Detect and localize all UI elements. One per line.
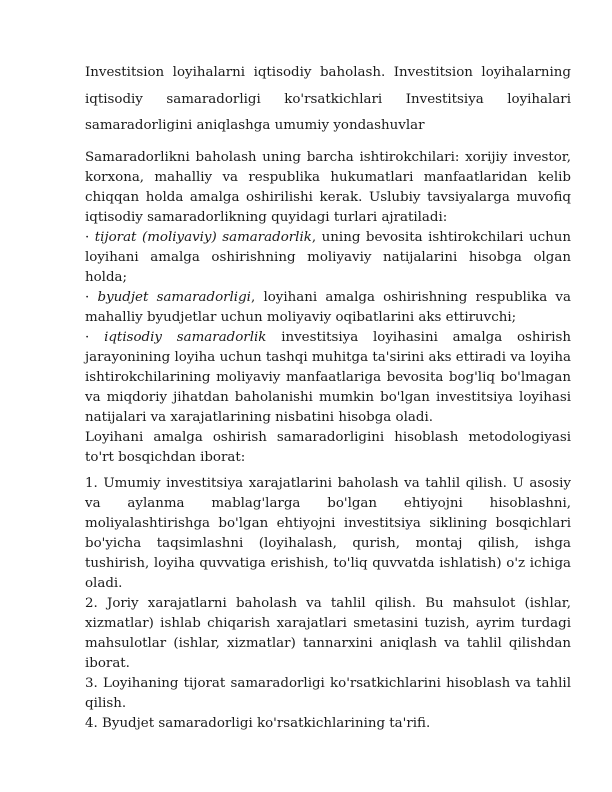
document-page (85, 60, 571, 734)
bullet-marker: · (85, 289, 90, 305)
step-item-4: 4. Byudjet samaradorligi ko'rsatkichlarining ta'rifi. (85, 715, 431, 731)
list-item-budget (85, 288, 571, 328)
list-item-economic (85, 328, 571, 428)
intro-paragraph: Samaradorlikni baholash uning barcha ishtirokchilari: xorijiy investor, korxona, mahalliy va respublika hukumatlari manfaatlaridan kelib chiqqan holda amalga oshirilishi kerak. Uslubiy tavsiyalarga muvofiq iqtisodiy samaradorlikning quyidagi turlari ajratiladi: (85, 149, 571, 225)
bullet-text-budget: , loyihani amalga oshirishning respublika va mahalliy byudjetlar uchun moliyaviy oqibatlarini aks ettiruvchi; (85, 289, 571, 325)
bullet-label-economic: iqtisodiy samaradorlik (104, 329, 267, 345)
step-item-1: 1. Umumiy investitsiya xarajatlarini baholash va tahlil qilish. U asosiy va aylanma mablag'larga bo'lgan ehtiyojni hisoblashni, moliyalashtirishga bo'lgan ehtiyojni investitsiya siklining bosqichlari bo'yicha taqsimlashni (loyihalash, qurish, montaj qilish, ishga tushirish, loyiha quvvatiga erishish, to'liq quvvatda ishlatish) o'z ichiga oladi. (85, 475, 571, 591)
bullet-text-economic: investitsiya loyihasini amalga oshirish jarayonining loyiha uchun tashqi muhitga ta'sirini aks ettiradi va loyiha ishtirokchilarining moliyaviy manfaatlariga bevosita bog'liq bo'lmagan va miqdoriy jihatdan baholanishi mumkin bo'lgan investitsiya loyihasi natijalari va xarajatlarining nisbatini hisobga oladi. (85, 329, 571, 425)
methodology-paragraph: Loyihani amalga oshirish samaradorligini hisoblash metodologiyasi to'rt bosqichdan iborat: (85, 429, 571, 465)
step-item-2: 2. Joriy xarajatlarni baholash va tahlil qilish. Bu mahsulot (ishlar, xizmatlar) ishlab chiqarish xarajatlari smetasini tuzish, ayrim turdagi mahsulotlar (ishlar, xizmatlar) tannarxini aniqlash va tahlil qilishdan iborat. (85, 595, 571, 671)
bullet-label-budget: byudjet samaradorligi (97, 289, 251, 305)
list-item-commercial (85, 228, 571, 288)
section-heading-paragraph: Investitsion loyihalarni iqtisodiy baholash. Investitsion loyihalarning iqtisodiy samaradorligi ko'rsatkichlari Investitsiya loyihalari samaradorligini aniqlashga umumiy yondashuvlar (85, 65, 571, 133)
bullet-marker: · (85, 329, 90, 345)
bullet-marker: · (85, 229, 90, 245)
bullet-text-commercial: , uning bevosita ishtirokchilari uchun loyihani amalga oshirishning moliyaviy natijalarini hisobga olgan holda; (85, 229, 571, 285)
step-item-3: 3. Loyihaning tijorat samaradorligi ko'rsatkichlarini hisoblash va tahlil qilish. (85, 675, 571, 711)
bullet-label-commercial: tijorat (moliyaviy) samaradorlik (94, 229, 312, 245)
